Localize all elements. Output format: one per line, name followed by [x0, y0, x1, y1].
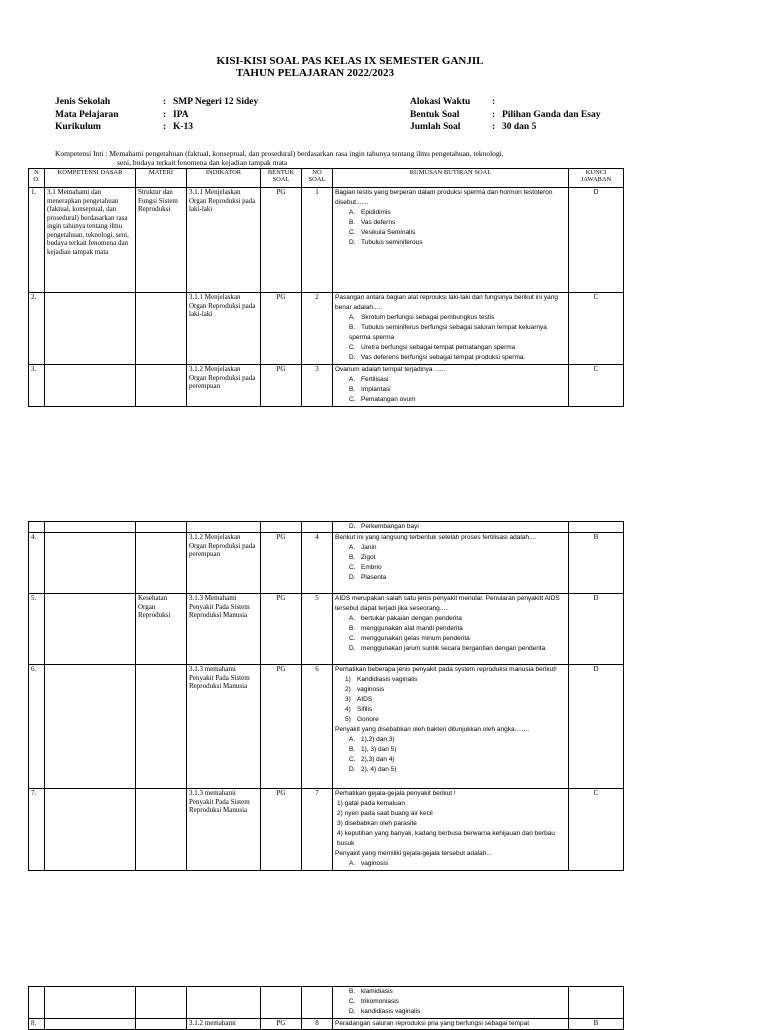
rumusan-soal: [333, 594, 569, 665]
meta-right: [410, 96, 600, 134]
col-header-indikator: INDIKATOR: [187, 169, 261, 188]
nomor-soal: 7: [302, 789, 333, 871]
answer-option: D. menggunakan jarum suntik secara bergantian dengan penderita: [349, 645, 546, 652]
nomor-soal: 1: [302, 188, 333, 293]
question-text: Bagian testis yang berperan dalam produksi sperma dan hormon testoteron disebut.......: [335, 189, 553, 206]
indikator: 3.1.2 memahami: [187, 1019, 261, 1030]
indikator: 3.1.2 Menjelaskan Organ Reproduksi pada perempuan: [187, 365, 261, 407]
answer-option: B. menggunakan alat mandi penderita: [349, 625, 463, 632]
indikator: 3.1.3 Memahami Penyakit Pada Sistem Reproduksi Manusia: [187, 594, 261, 665]
answer-options: [335, 208, 566, 248]
materi: Kesehatan Organ Reproduksi: [136, 594, 187, 665]
numbered-list: [335, 675, 566, 725]
kunci-jawaban: C: [569, 365, 624, 407]
answer-option: D. Vas deferens berfungsi sebagai tempat produksi sperma.: [349, 354, 526, 361]
answer-options: [335, 987, 566, 1017]
meta-colon: :: [492, 122, 496, 132]
question-text: Peradangan saluran reproduksi pria yang berfungsi sebagai tempat: [333, 1019, 569, 1030]
list-item: 5) Gonore: [345, 716, 379, 723]
materi: [136, 533, 187, 594]
meta-key: Alokasi Waktu: [410, 97, 471, 107]
list-item: 1) Kandidiasis vaginalis: [345, 676, 418, 683]
answer-option: D. Perkembangan bayi: [349, 523, 419, 530]
row-number: 5.: [29, 594, 45, 665]
question-text: Perhatikan gejala-gejala penyakit berikut !: [335, 790, 456, 797]
kompetensi-inti: [55, 150, 575, 167]
materi: [136, 365, 187, 407]
answer-option: A. Fertilisasi: [349, 376, 389, 383]
kompetensi-dasar: [45, 365, 136, 407]
answer-option: C. Pematangan ovum: [349, 396, 416, 403]
rumusan-soal: [333, 533, 569, 594]
table-row: [29, 365, 624, 407]
col-header-kunci: KUNCI JAWABAN: [569, 169, 624, 188]
nomor-soal: 8: [302, 1019, 333, 1030]
answer-option: D. Tubulus seminiferous: [349, 239, 423, 246]
table-row: [29, 522, 624, 533]
list-item: 2) vaginosis: [345, 686, 385, 693]
answer-option: C. Embrio: [349, 564, 382, 571]
ki-line: Kompetensi Inti : Memahami pengetahuan (faktual, konseptual, dan prosedural) berdasarkan rasa ingin tahunya tentang ilmu pengetahuan, teknologi,: [55, 149, 504, 158]
meta-colon: :: [492, 97, 496, 107]
col-header-bentuk: BENTUK SOAL: [261, 169, 302, 188]
meta-key: Kurikulum: [55, 122, 101, 132]
answer-options: [335, 735, 566, 775]
question-text: Ovarium adalah tempat terjadinya ......: [335, 366, 446, 373]
indikator: 3.1.2 Menjelaskan Organ Reproduksi pada perempuan: [187, 533, 261, 594]
kompetensi-dasar: [45, 789, 136, 871]
question-text: Berikut ini yang langsung terbentuk setelah proses fertilisasi adalah....: [335, 534, 537, 541]
ki-line: seni, budaya terkait fenomena dan kejadian tampak mata: [117, 157, 288, 167]
kunci-jawaban: C: [569, 293, 624, 365]
bentuk-soal: PG: [261, 665, 302, 789]
table-row: [29, 533, 624, 594]
rumusan-soal: [333, 665, 569, 789]
answer-option: A. bertukar pakaian dengan penderita: [349, 615, 462, 622]
meta-colon: :: [163, 109, 167, 120]
answer-options: [335, 859, 566, 869]
kisi-table-page1: [28, 168, 624, 407]
rumusan-soal: [333, 522, 569, 533]
meta-value: 30 dan 5: [502, 122, 537, 132]
answer-options: [335, 313, 566, 363]
meta-value: Pilihan Ganda dan Esay: [502, 109, 601, 120]
kompetensi-dasar: [45, 665, 136, 789]
list-item: 3) AIDS: [345, 696, 373, 703]
meta-value: SMP Negeri 12 Sidey: [173, 97, 259, 107]
answer-option: A. Skrotum berfungsi sebagai pembungkus testis: [349, 314, 495, 321]
meta-key: Jenis Sekolah: [55, 97, 111, 107]
answer-option: C. Vesikula Seminalis: [349, 229, 416, 236]
materi: [136, 789, 187, 871]
kompetensi-dasar: 3.1 Memahami dan menerapkan pengetahuan (faktual, konseptual, dan prosedural) berdasarkan rasa ingin tahunya tentang ilmu pengetahuan, teknologi, seni, budaya terkait fenomena dan kejadian tampak mata: [45, 188, 136, 293]
table-row: [29, 987, 624, 1019]
table-row: [29, 293, 624, 365]
rumusan-soal: [333, 987, 569, 1019]
answer-option: D. Plasenta: [349, 574, 387, 581]
answer-option: A. Epididimis: [349, 209, 391, 216]
kompetensi-dasar: [45, 594, 136, 665]
answer-option: B. Zigot: [349, 554, 376, 561]
row-number: 2.: [29, 293, 45, 365]
answer-options: [335, 614, 566, 654]
col-header-rumusan: RUMUSAN BUTIRAN SOAL: [333, 169, 569, 188]
row-number: 1.: [29, 188, 45, 293]
symptom-list: [335, 799, 566, 849]
answer-option: B. Implantasi: [349, 386, 391, 393]
row-number: 8.: [29, 1019, 45, 1030]
col-header-no: N O.: [29, 169, 45, 188]
list-item: 3) disebabkan oleh parasite: [337, 820, 417, 827]
indikator: 3.1.3 memahami Penyakit Pada Sistem Reproduksi Manusia: [187, 789, 261, 871]
kisi-table-page3: [28, 986, 624, 1030]
rumusan-soal: [333, 365, 569, 407]
meta-value: K-13: [173, 122, 194, 132]
meta-key: Bentuk Soal: [410, 109, 460, 120]
row-number: 7.: [29, 789, 45, 871]
materi: [136, 293, 187, 365]
list-item: 4) Sifilis: [345, 706, 373, 713]
materi: [136, 665, 187, 789]
meta-value: IPA: [173, 109, 189, 120]
answer-option: A. Janin: [349, 544, 377, 551]
kunci-jawaban: D: [569, 188, 624, 293]
kisi-table-page2: [28, 521, 624, 871]
question-text: Penyakit yang memiliki gejala-gejala tersebut adalah...: [335, 850, 492, 857]
table-row: [29, 594, 624, 665]
indikator: 3.1.1 Menjelaskan Organ Reproduksi pada laki-laki: [187, 293, 261, 365]
table-row: [29, 188, 624, 293]
col-header-nosoal: NO SOAL: [302, 169, 333, 188]
meta-left: [55, 96, 258, 134]
table-row: [29, 1019, 624, 1030]
answer-option: C. menggunakan gelas minum penderita: [349, 635, 470, 642]
row-number: 4.: [29, 533, 45, 594]
answer-option: A. vaginosis: [349, 860, 389, 867]
kunci-jawaban: B: [569, 533, 624, 594]
indikator: 3.1.3 memahami Penyakit Pada Sistem Reproduksi Manusia: [187, 665, 261, 789]
materi: Struktur dan Fungsi Sistem Reproduksi: [136, 188, 187, 293]
kunci-jawaban: C: [569, 789, 624, 871]
bentuk-soal: PG: [261, 789, 302, 871]
list-item: 4) keputihan yang banyak, kadang berbusa berwarna kehijauan dan berbau busuk: [337, 830, 555, 847]
answer-option: C. 2),3) dan 4): [349, 756, 395, 763]
indikator: 3.1.1 Menjelaskan Organ Reproduksi pada laki-laki: [187, 188, 261, 293]
table-row: [29, 789, 624, 871]
nomor-soal: 5: [302, 594, 333, 665]
question-text: Perhatikan beberapa jenis penyakit pada system reproduksi manusia berikut!: [335, 666, 557, 673]
meta-key: Jumlah Soal: [410, 122, 461, 132]
kompetensi-dasar: [45, 293, 136, 365]
rumusan-soal: [333, 188, 569, 293]
meta-colon: :: [163, 122, 167, 132]
question-text: Pasangan antara bagian alat reprouksi laki-laki dan fungsinya berikut ini yang benar adalah.....: [335, 294, 558, 311]
answer-option: B. klamidiasis: [349, 988, 393, 995]
nomor-soal: 6: [302, 665, 333, 789]
rumusan-soal: [333, 293, 569, 365]
bentuk-soal: PG: [261, 533, 302, 594]
rumusan-soal: [333, 789, 569, 871]
nomor-soal: 3: [302, 365, 333, 407]
question-text: AIDS merupakan salah satu jenis penyakit menular. Penularan penyakitt AIDS tersebut dapat terjadi jika seseorang.....: [335, 595, 560, 612]
col-header-materi: MATERI: [136, 169, 187, 188]
list-item: 1) gatal pada kemaluan: [337, 800, 405, 807]
document-title: KISI-KISI SOAL PAS KELAS IX SEMESTER GANJIL: [216, 55, 484, 67]
nomor-soal: 4: [302, 533, 333, 594]
col-header-kd: KOMPETENSI DASAR: [45, 169, 136, 188]
kunci-jawaban: B: [569, 1019, 624, 1030]
table-row: [29, 665, 624, 789]
answer-options: [335, 543, 566, 583]
bentuk-soal: PG: [261, 365, 302, 407]
nomor-soal: 2: [302, 293, 333, 365]
kunci-jawaban: D: [569, 594, 624, 665]
answer-option: B. Vas deferns: [349, 219, 396, 226]
kompetensi-dasar: [45, 533, 136, 594]
meta-colon: :: [163, 97, 167, 107]
answer-option: C. Uretra berfungsi sebagai tempat pematangan sperma: [349, 344, 516, 351]
answer-option: A. 1),2) dan 3): [349, 736, 395, 743]
bentuk-soal: PG: [261, 293, 302, 365]
question-text: Penyakit yang disebabkan oleh bakteri ditunjukkan oleh angka........: [335, 726, 530, 733]
answer-option: B. 1), 3) dan 5): [349, 746, 397, 753]
answer-options: [335, 522, 566, 532]
answer-option: D. kandidiasis vaginalis: [349, 1008, 421, 1015]
meta-key: Mata Pelajaran: [55, 109, 119, 120]
list-item: 2) nyeri pada saat buang air kecil: [337, 810, 433, 817]
bentuk-soal: PG: [261, 1019, 302, 1030]
kunci-jawaban: D: [569, 665, 624, 789]
bentuk-soal: PG: [261, 594, 302, 665]
answer-option: C. trikomoniasis: [349, 998, 399, 1005]
answer-option: B. Tubulus seminiferus berfungsi sebagai saluran tempat keluarnya sperma sperma: [349, 324, 547, 341]
bentuk-soal: PG: [261, 188, 302, 293]
row-number: 6.: [29, 665, 45, 789]
document-subtitle: TAHUN PELAJARAN 2022/2023: [235, 67, 395, 79]
row-number: 3.: [29, 365, 45, 407]
answer-options: [335, 375, 566, 405]
meta-colon: :: [492, 109, 496, 120]
answer-option: D. 2), 4) dan 5): [349, 766, 397, 773]
